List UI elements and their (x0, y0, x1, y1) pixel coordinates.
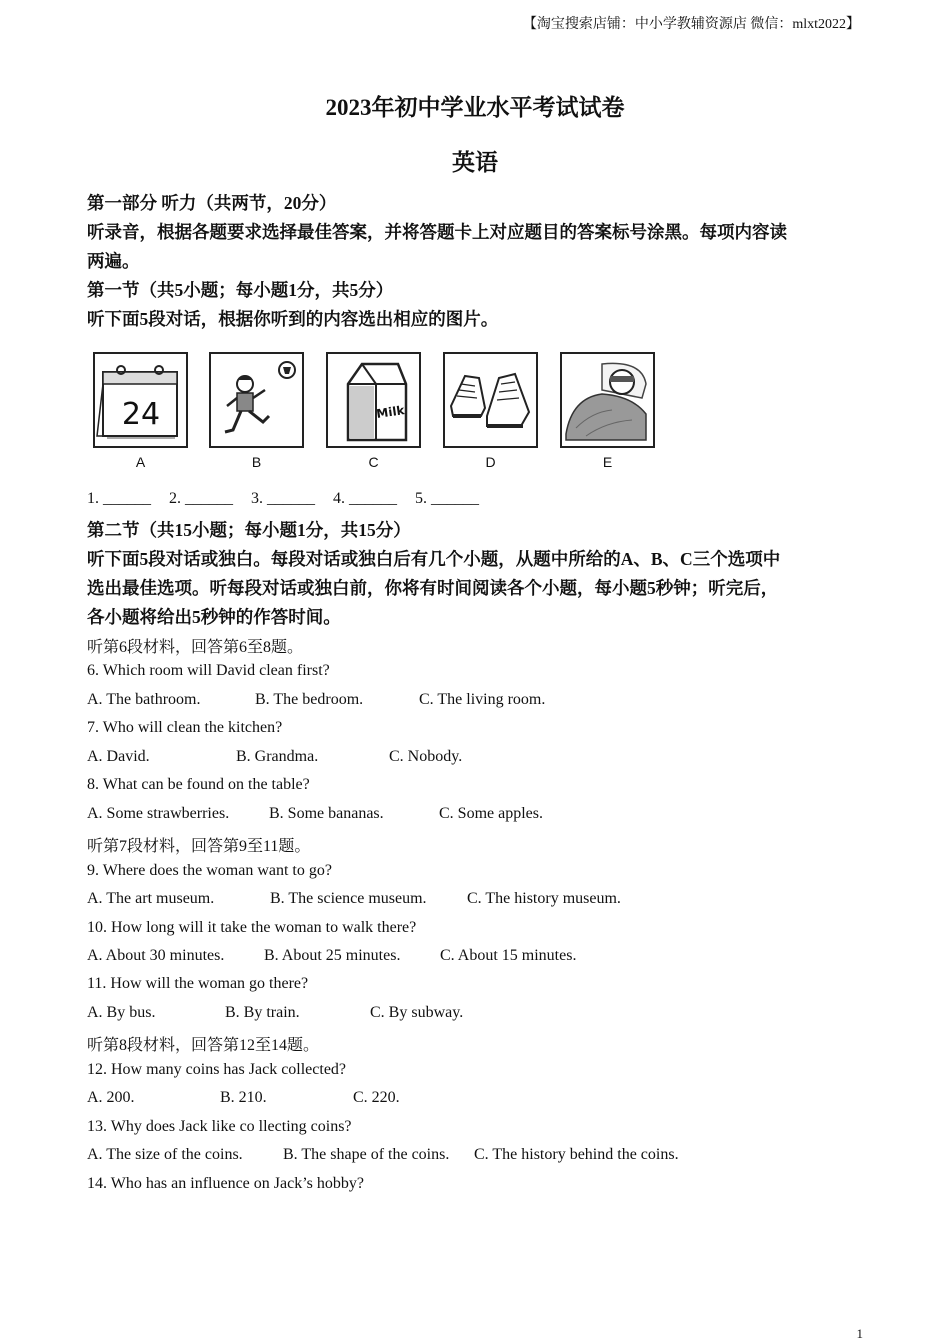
option-b[interactable]: B. Some bananas. (269, 805, 384, 822)
option-c[interactable]: C. Nobody. (389, 748, 463, 765)
sick-in-bed-icon (560, 352, 655, 448)
option-b[interactable]: B. The science museum. (270, 890, 427, 907)
picture-label-a: A (135, 454, 146, 470)
option-b[interactable]: B. Grandma. (236, 748, 319, 765)
part1-instruction-1: 听录音，根据各题要求选择最佳答案，并将答题卡上对应题目的答案标号涂黑。每项内容读 (87, 222, 787, 242)
question-text: 12. How many coins has Jack collected? (87, 1061, 347, 1078)
picture-label-e: E (602, 454, 613, 470)
picture-label-b: B (251, 454, 262, 470)
passage-note: 听第8段材料，回答第12至14题。 (87, 1037, 320, 1054)
option-c[interactable]: C. The history behind the coins. (474, 1146, 679, 1163)
question-text: 6. Which room will David clean first? (87, 662, 330, 679)
calendar-24-icon (93, 352, 188, 448)
option-c[interactable]: C. About 15 minutes. (440, 947, 577, 964)
question-text: 9. Where does the woman want to go? (87, 862, 332, 879)
answer-blanks (87, 490, 493, 508)
option-b[interactable]: B. 210. (220, 1089, 267, 1106)
milk-label: Milk (375, 403, 406, 421)
passage-note: 听第7段材料，回答第9至11题。 (87, 838, 311, 855)
section1-instruction: 听下面5段对话，根据你听到的内容选出相应的图片。 (87, 309, 499, 329)
option-a[interactable]: A. By bus. (87, 1004, 156, 1021)
boy-kicking-ball-icon (209, 352, 304, 448)
question-text: 13. Why does Jack like co llecting coins? (87, 1118, 352, 1135)
option-b[interactable]: B. By train. (225, 1004, 300, 1021)
exam-subject: 英语 (452, 150, 498, 175)
section2-heading: 第二节（共15小题；每小题1分，共15分） (87, 520, 411, 540)
option-a[interactable]: A. Some strawberries. (87, 805, 230, 822)
calendar-number: 24 (121, 397, 161, 432)
question-text: 7. Who will clean the kitchen? (87, 719, 283, 736)
option-c[interactable]: C. By subway. (370, 1004, 464, 1021)
option-b[interactable]: B. The shape of the coins. (283, 1146, 450, 1163)
section2-instruction-1: 听下面5段对话或独白。每段对话或独白后有几个小题，从题中所给的A、B、C三个选项中 (87, 549, 781, 569)
option-a[interactable]: A. David. (87, 748, 150, 765)
question-text: 10. How long will it take the woman to walk there? (87, 919, 417, 936)
option-c[interactable]: C. The history museum. (467, 890, 621, 907)
answer-blank-4[interactable]: 4. ______ (333, 490, 397, 507)
option-b[interactable]: B. The bedroom. (255, 691, 364, 708)
answer-blank-2[interactable]: 2. ______ (169, 490, 233, 507)
sneakers-icon (443, 352, 538, 448)
section2-instruction-2: 选出最佳选项。听每段对话或独白前，你将有时间阅读各个小题，每小题5秒钟；听完后， (87, 578, 779, 598)
option-a[interactable]: A. The art museum. (87, 890, 215, 907)
milk-carton-icon (326, 352, 421, 448)
part1-instruction-2: 两遍。 (87, 251, 140, 271)
answer-blank-5[interactable]: 5. ______ (415, 490, 479, 507)
answer-blank-3[interactable]: 3. ______ (251, 490, 315, 507)
option-c[interactable]: C. Some apples. (439, 805, 543, 822)
option-a[interactable]: A. The bathroom. (87, 691, 201, 708)
question-text: 14. Who has an influence on Jack’s hobby? (87, 1175, 364, 1192)
question-text: 11. How will the woman go there? (87, 975, 309, 992)
passage-note: 听第6段材料，回答第6至8题。 (87, 639, 304, 656)
option-c[interactable]: C. 220. (353, 1089, 400, 1106)
page-header-watermark: 【淘宝搜索店铺：中小学教辅资源店 微信：mlxt2022】 (522, 17, 860, 32)
section2-instruction-3: 各小题将给出5秒钟的作答时间。 (87, 607, 341, 627)
exam-title: 2023年初中学业水平考试试卷 (325, 95, 625, 120)
option-b[interactable]: B. About 25 minutes. (264, 947, 401, 964)
answer-blank-1[interactable]: 1. ______ (87, 490, 151, 507)
option-a[interactable]: A. About 30 minutes. (87, 947, 225, 964)
question-text: 8. What can be found on the table? (87, 776, 310, 793)
option-a[interactable]: A. 200. (87, 1089, 135, 1106)
picture-label-d: D (485, 454, 496, 470)
page-number: 1 (856, 1326, 863, 1341)
picture-label-c: C (368, 454, 379, 470)
option-a[interactable]: A. The size of the coins. (87, 1146, 243, 1163)
picture-options (87, 346, 667, 476)
option-c[interactable]: C. The living room. (419, 691, 546, 708)
section1-heading: 第一节（共5小题；每小题1分，共5分） (87, 280, 394, 300)
part1-heading: 第一部分 听力（共两节，20分） (87, 193, 337, 213)
